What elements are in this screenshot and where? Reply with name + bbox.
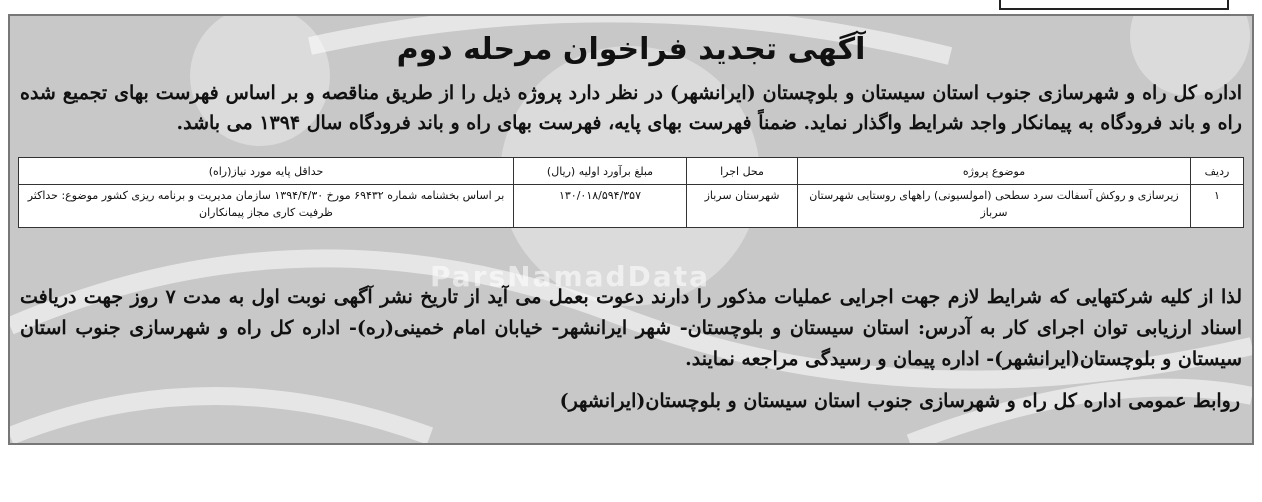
notice-signature: روابط عمومی اداره کل راه و شهرسازی جنوب استان سیستان و بلوچستان(ایرانشهر)	[559, 390, 1240, 412]
header-subject: موضوع پروژه	[798, 158, 1191, 185]
cell-subject: زیرسازی و روکش آسفالت سرد سطحی (امولسیونی) راههای روستایی شهرستان سرباز	[798, 185, 1191, 228]
notice-intro: اداره کل راه و شهرسازی جنوب استان سیستان و بلوچستان (ایرانشهر) در نظر دارد پروژه ذیل را از طریق مناقصه و بر اساس فهرست بهای تجمیع شده راه و باند فرودگاه به پیمانکار واجد شرایط واگذار نماید. ضمناً فهرست بهای پایه، فهرست بهای راه و باند فرودگاه سال ۱۳۹۴ می باشد.	[20, 82, 1242, 134]
cell-location: شهرستان سرباز	[687, 185, 798, 228]
cell-amount: ۱۳۰/۰۱۸/۵۹۴/۳۵۷	[514, 185, 687, 228]
header-location: محل اجرا	[687, 158, 798, 185]
table-row	[19, 185, 1244, 228]
cell-row-number: ۱	[1191, 185, 1244, 228]
table-header-row	[19, 158, 1244, 185]
header-amount: مبلغ برآورد اولیه (ریال)	[514, 158, 687, 185]
tender-notice	[8, 14, 1254, 445]
notice-body: لذا از کلیه شرکتهایی که شرایط لازم جهت اجرایی عملیات مذکور را دارند دعوت بعمل می آید از تاریخ نشر آگهی نوبت اول به مدت ۷ روز جهت دریافت اسناد ارزیابی توان اجرای کار به آدرس: استان سیستان و بلوچستان- شهر ایرانشهر- خیابان امام خمینی(ره)- اداره کل راه و شهرسازی جنوب استان سیستان و بلوچستان(ایرانشهر)- اداره پیمان و رسیدگی مراجعه نمایند.	[20, 286, 1242, 370]
header-grade: حداقل پایه مورد نیاز(راه)	[19, 158, 514, 185]
project-table	[18, 157, 1244, 228]
header-row-number: ردیف	[1191, 158, 1244, 185]
cell-grade: بر اساس بخشنامه شماره ۶۹۴۳۲ مورخ ۱۳۹۴/۴/۳۰ سازمان مدیریت و برنامه ریزی کشور موضوع: حداکثر ظرفیت کاری مجاز پیمانکاران	[19, 185, 514, 228]
top-frame-box	[999, 0, 1229, 10]
watermark-text: ParsNamadData	[430, 260, 710, 293]
notice-title: آگهی تجدید فراخوان مرحله دوم	[396, 32, 866, 67]
project-table-wrapper	[18, 157, 1244, 228]
